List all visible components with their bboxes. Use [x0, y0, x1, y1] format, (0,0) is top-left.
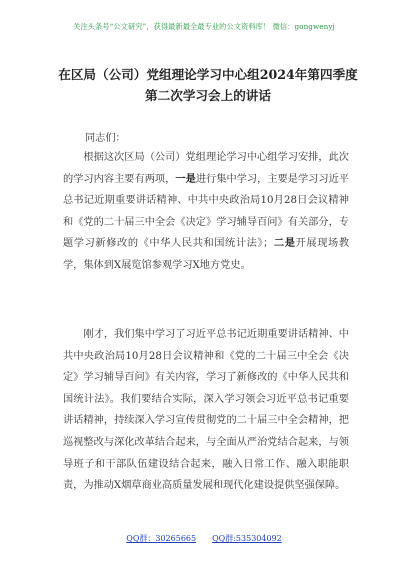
paragraph-1-part-1: 根据这次区局（公司）党组理论学习中心组学习安排，此次的学习内容主要有两项， — [63, 152, 349, 185]
paragraph-1-bold-2: 二是 — [273, 237, 296, 250]
paragraph-2: 刚才，我们集中学习了习近平总书记近期重要讲话精神、中共中央政治局10月28日会议精神和《党的二十届三中全会《决定》学习辅导百问》有关内容，学习了新修改的《中华人民共和国统计法》。我们要结合实际，深入学习领会习近平总书记重要讲话精神，持续深入学习宣传贯彻党的二十届三中全会精神，把巡视整改与深化改革结合起来，与全面从严治党结合起来，与领导班子和干部队伍建设结合起来，融入日常工作、融入职能职责，为推动X烟草商业高质量发展和现代化建设提供坚强保障。 — [63, 329, 349, 492]
paragraph-1-part-3: 开展现场教学，集体到X展览馆参观学习X地方党史。 — [63, 238, 350, 271]
bottom-qq-banner — [0, 533, 408, 544]
top-promo-banner: 关注头条号“公文研究”，获得最新最全最专业的公文资料库！ 微信：gongwenyj — [73, 22, 335, 31]
paragraph-1 — [63, 147, 349, 277]
paragraph-1-bold-1: 一是 — [175, 172, 196, 185]
qq-group-2[interactable]: QQ群:535304092 — [212, 534, 282, 543]
document-title: 在区局（公司）党组理论学习中心组2024年第四季度第二次学习会上的讲话 — [58, 67, 358, 103]
qq-group-1[interactable]: QQ群：30265665 — [126, 534, 197, 543]
greeting: 同志们： — [85, 133, 126, 144]
paragraph-1-part-2: 进行集中学习，主要是学习习近平总书记近期重要讲话精神、中共中央政治局10月28日会议精神和《党的二十届三中全会《决定》学习辅导百问》有关部分，专题学习新修改的《中华人民共和国统计法》； — [63, 173, 350, 250]
